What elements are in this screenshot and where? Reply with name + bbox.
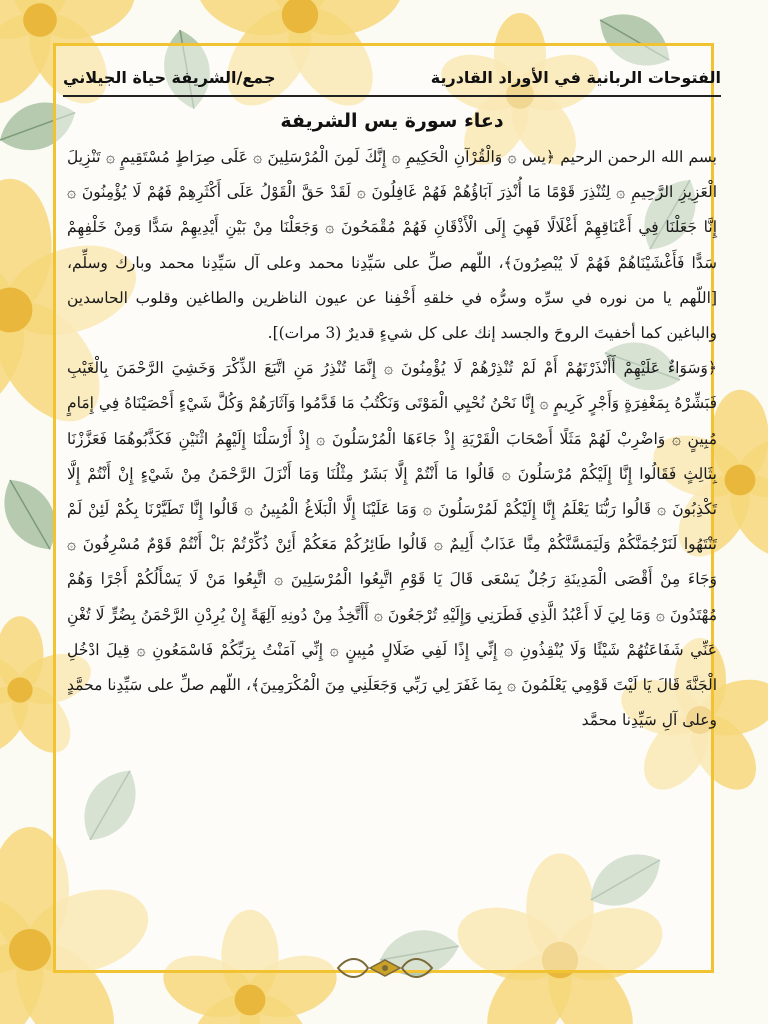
header-divider (63, 95, 721, 97)
page-header (63, 62, 721, 92)
compiler-credit: جمع/الشريفة حياة الجيلاني (63, 67, 276, 87)
book-title: الفتوحات الربانية في الأوراد القادرية (430, 67, 721, 87)
body-text (67, 140, 717, 738)
page-title: دعاء سورة يس الشريفة (280, 110, 504, 132)
paragraph: ﴿وَسَوَاءٌ عَلَيْهِمْ أَأَنْذَرْتَهُمْ أَمْ لَمْ تُنْذِرْهُمْ لَا يُؤْمِنُونَ ۞ إِنَّمَا تُنْذِرُ مَنِ اتَّبَعَ الذِّكْرَ وَخَشِيَ الرَّحْمَنَ بِالْغَيْبِ فَبَشِّرْهُ بِمَغْفِرَةٍ وَأَجْرٍ كَرِيمٍ ۞ إِنَّا نَحْنُ نُحْيِي الْمَوْتَى وَنَكْتُبُ مَا قَدَّمُوا وَآثَارَهُمْ وَكُلَّ شَيْءٍ أَحْصَيْنَاهُ فِي إِمَامٍ مُبِينٍ ۞ وَاضْرِبْ لَهُمْ مَثَلًا أَصْحَابَ الْقَرْيَةِ إِذْ جَاءَهَا الْمُرْسَلُونَ ۞ إِذْ أَرْسَلْنَا إِلَيْهِمُ اثْنَيْنِ فَكَذَّبُوهُمَا فَعَزَّزْنَا بِثَالِثٍ فَقَالُوا إِنَّا إِلَيْكُمْ مُرْسَلُونَ ۞ قَالُوا مَا أَنْتُمْ إِلَّا بَشَرٌ مِثْلُنَا وَمَا أَنْزَلَ الرَّحْمَنُ مِنْ شَيْءٍ إِنْ أَنْتُمْ إِلَّا تَكْذِبُونَ ۞ قَالُوا رَبُّنَا يَعْلَمُ إِنَّا إِلَيْكُمْ لَمُرْسَلُونَ ۞ وَمَا عَلَيْنَا إِلَّا الْبَلَاغُ الْمُبِينُ ۞ قَالُوا إِنَّا تَطَيَّرْنَا بِكُمْ لَئِنْ لَمْ تَنْتَهُوا لَنَرْجُمَنَّكُمْ وَلَيَمَسَّنَّكُمْ مِنَّا عَذَابٌ أَلِيمٌ ۞ قَالُوا طَائِرُكُمْ مَعَكُمْ أَئِنْ ذُكِّرْتُمْ بَلْ أَنْتُمْ قَوْمٌ مُسْرِفُونَ ۞ وَجَاءَ مِنْ أَقْصَى الْمَدِينَةِ رَجُلٌ يَسْعَى قَالَ يَا قَوْمِ اتَّبِعُوا الْمُرْسَلِينَ ۞ اتَّبِعُوا مَنْ لَا يَسْأَلُكُمْ أَجْرًا وَهُمْ مُهْتَدُونَ ۞ وَمَا لِيَ لَا أَعْبُدُ الَّذِي فَطَرَنِي وَإِلَيْهِ تُرْجَعُونَ ۞ أَأَتَّخِذُ مِنْ دُونِهِ آلِهَةً إِنْ يُرِدْنِ الرَّحْمَنُ بِضُرٍّ لَا تُغْنِ عَنِّي شَفَاعَتُهُمْ شَيْئًا وَلَا يُنْقِذُونِ ۞ إِنِّي إِذًا لَفِي ضَلَالٍ مُبِينٍ ۞ إِنِّي آمَنْتُ بِرَبِّكُمْ فَاسْمَعُونِ ۞ قِيلَ ادْخُلِ الْجَنَّةَ قَالَ يَا لَيْتَ قَوْمِي يَعْلَمُونَ ۞ بِمَا غَفَرَ لِي رَبِّي وَجَعَلَنِي مِنَ الْمُكْرَمِينَ﴾، اللّهم صلِّ على سَيِّدِنا محمَّدٍ وعلى آلِ سَيِّدِنا محمَّد (67, 359, 717, 730)
page-ornament-icon (330, 952, 440, 984)
paragraph: بسم الله الرحمن الرحيم ﴿يس ۞ وَالْقُرْآنِ الْحَكِيمِ ۞ إِنَّكَ لَمِنَ الْمُرْسَلِينَ ۞ عَلَى صِرَاطٍ مُسْتَقِيمٍ ۞ تَنْزِيلَ الْعَزِيزِ الرَّحِيمِ ۞ لِتُنْذِرَ قَوْمًا مَا أُنْذِرَ آبَاؤُهُمْ فَهُمْ غَافِلُونَ ۞ لَقَدْ حَقَّ الْقَوْلُ عَلَى أَكْثَرِهِمْ فَهُمْ لَا يُؤْمِنُونَ ۞ إِنَّا جَعَلْنَا فِي أَعْنَاقِهِمْ أَغْلَالًا فَهِيَ إِلَى الْأَذْقَانِ فَهُمْ مُقْمَحُونَ ۞ وَجَعَلْنَا مِنْ بَيْنِ أَيْدِيهِمْ سَدًّا وَمِنْ خَلْفِهِمْ سَدًّا فَأَغْشَيْنَاهُمْ فَهُمْ لَا يُبْصِرُونَ﴾، اللّهم صلِّ على سَيِّدِنا محمد وعلى آل سَيِّدِنا محمد وبارك وسلِّم، [اللّهم يا من نوره في سرِّه وسرُّه في خلقهِ أَخْفِنا عن عيون الناظرين والطاغين وقلوب الحاسدين والباغين كما أخفيتَ الروحَ والجسد إنك على كل شيءٍ قديرٌ (3 مرات)]. (67, 148, 717, 343)
